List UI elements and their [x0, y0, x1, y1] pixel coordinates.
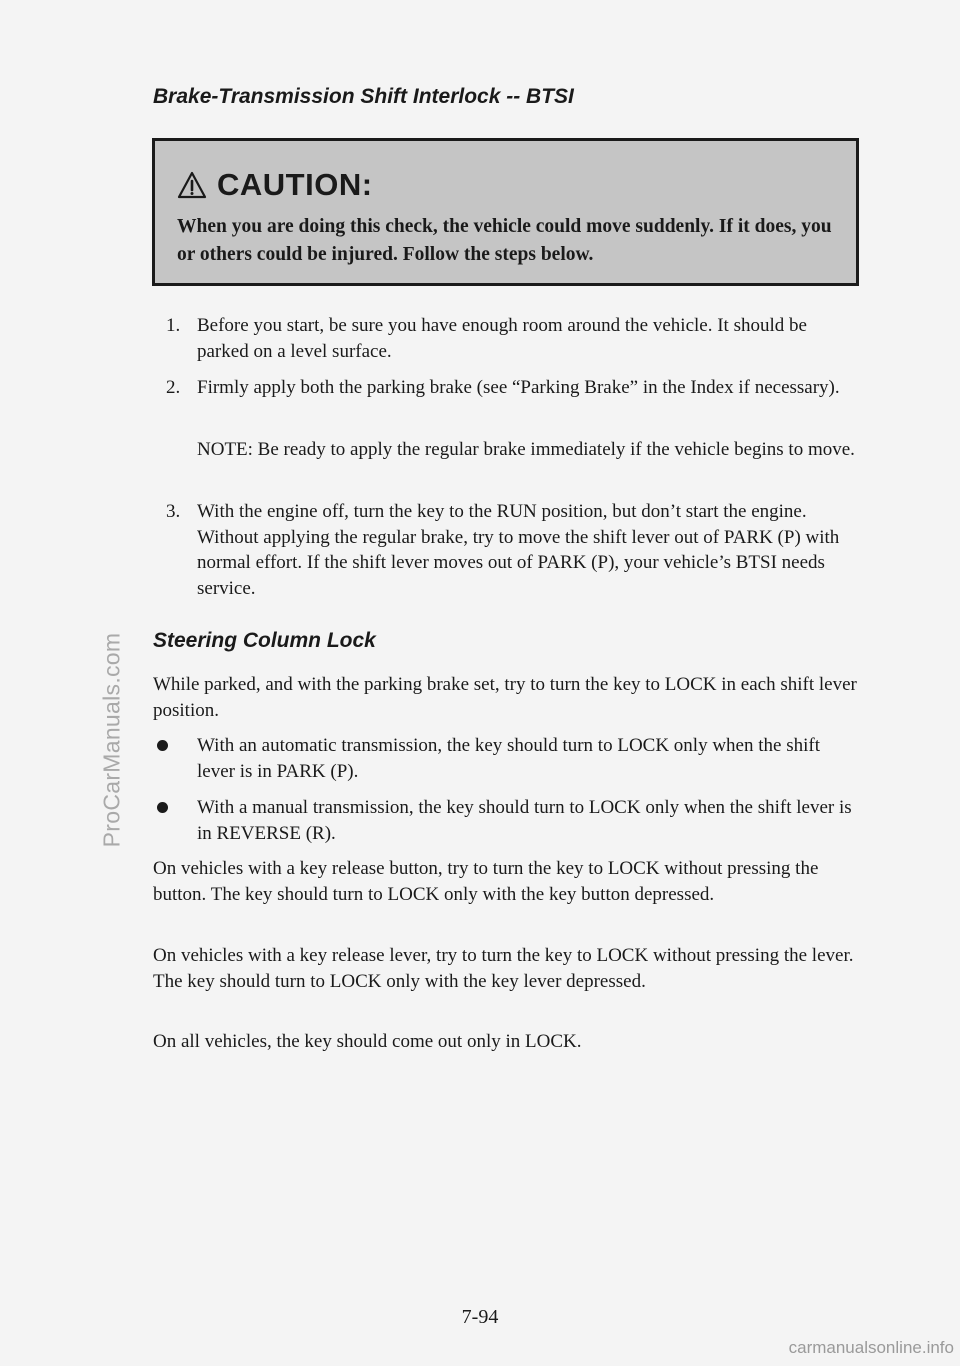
step-text: Before you start, be sure you have enough room around the vehicle. It should be parked on a level surface.: [197, 315, 807, 362]
step-3: [166, 499, 856, 601]
warning-triangle-icon: [177, 171, 207, 199]
bullet-text: With an automatic transmission, the key should turn to LOCK only when the shift lever is in PARK (P).: [197, 735, 820, 782]
caution-text: When you are doing this check, the vehicle could move suddenly. If it does, you or others could be injured. Follow the steps below.: [177, 216, 832, 265]
btsi-heading: Brake-Transmission Shift Interlock -- BTSI: [153, 85, 574, 108]
caution-title-row: [177, 167, 373, 203]
bottom-watermark: carmanualsonline.info: [788, 1338, 954, 1357]
caution-box: [152, 138, 859, 286]
bullet-automatic: [157, 733, 857, 784]
step-1: [166, 313, 856, 364]
caution-title: CAUTION:: [217, 167, 373, 202]
step-2: [166, 375, 856, 401]
bullet-text: With a manual transmission, the key should turn to LOCK only when the shift lever is in REVERSE (R).: [197, 797, 852, 844]
step-number: 2.: [166, 377, 181, 398]
bullet-manual: [157, 795, 857, 846]
steering-lock-heading: Steering Column Lock: [153, 629, 376, 652]
side-watermark: ProCarManuals.com: [98, 632, 125, 848]
brake-note: NOTE: Be ready to apply the regular brake immediately if the vehicle begins to move.: [197, 439, 855, 460]
bullet-dot: [157, 740, 168, 751]
step-text: Firmly apply both the parking brake (see “Parking Brake” in the Index if necessary).: [197, 377, 840, 398]
key-button-paragraph: On vehicles with a key release button, try to turn the key to LOCK without pressing the button. The key should turn to LOCK only with the key button depressed.: [153, 858, 819, 905]
all-vehicles-paragraph: On all vehicles, the key should come out only in LOCK.: [153, 1031, 582, 1052]
bullet-dot: [157, 802, 168, 813]
steering-intro: While parked, and with the parking brake set, try to turn the key to LOCK in each shift lever position.: [153, 674, 857, 721]
step-number: 3.: [166, 501, 181, 522]
page-number: 7-94: [461, 1306, 499, 1328]
key-lever-paragraph: On vehicles with a key release lever, try to turn the key to LOCK without pressing the lever. The key should turn to LOCK only with the key lever depressed.: [153, 945, 854, 992]
step-text: With the engine off, turn the key to the RUN position, but don’t start the engine. Without applying the regular brake, try to move the shift lever out of PARK (P) with normal effort. If the shift lever moves out of PARK (P), your vehicle’s BTSI needs service.: [197, 501, 840, 599]
step-number: 1.: [166, 315, 181, 336]
